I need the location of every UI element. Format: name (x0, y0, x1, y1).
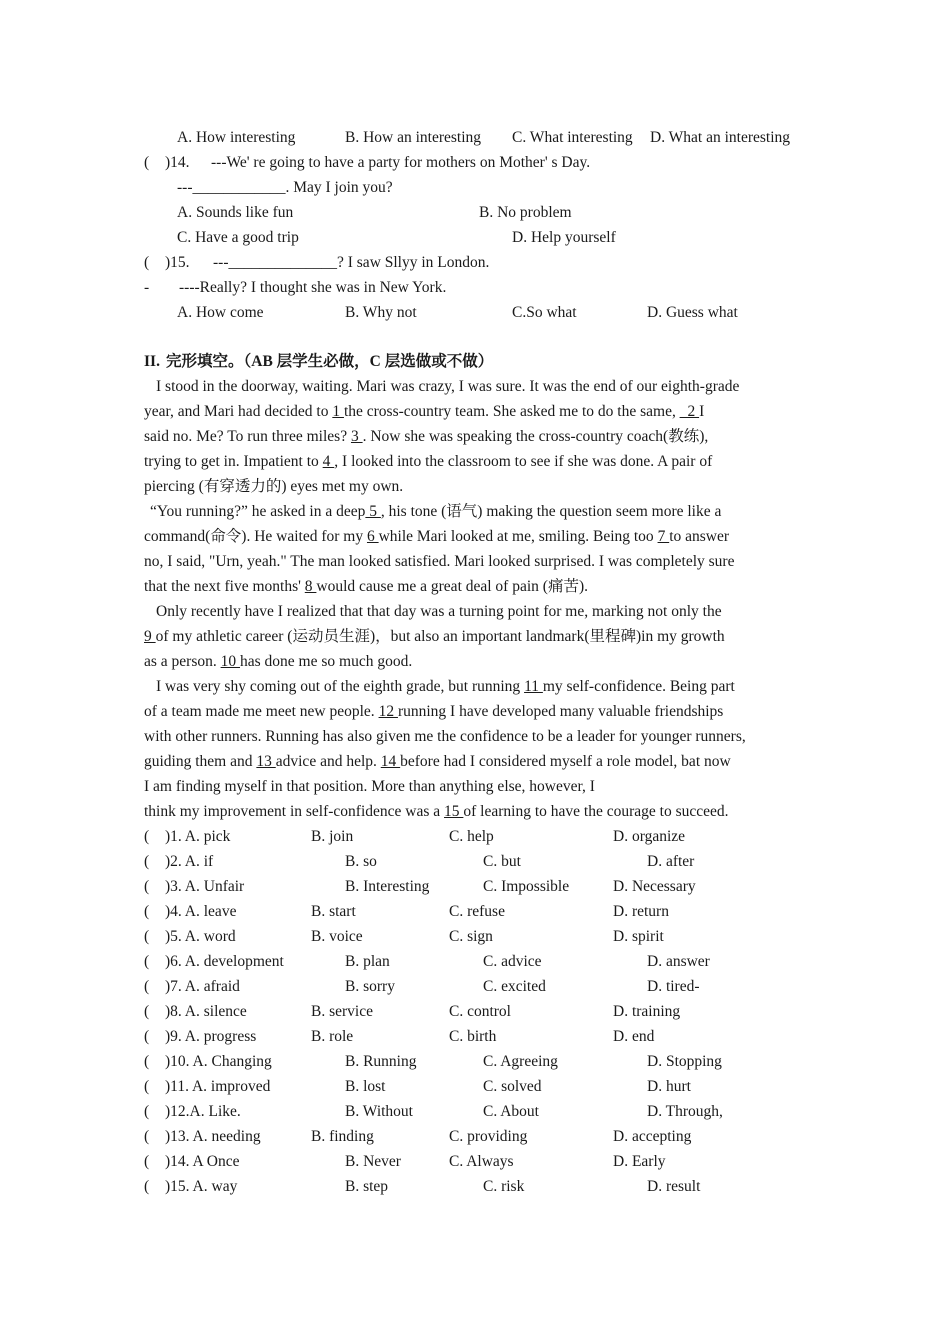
answer-paren[interactable]: ( (144, 953, 150, 970)
option-c: C. but (483, 853, 521, 870)
option-c: C. advice (483, 953, 542, 970)
passage-text: that the next five months' 8 would cause me a great deal of pain (痛苦). (144, 578, 588, 595)
option-d: D. Early (613, 1153, 666, 1170)
passage-text: no, I said, "Urn, yeah." The man looked satisfied. Mari looked surprised. I was completely sure (144, 553, 735, 570)
option-a: )10. A. Changing (165, 1053, 272, 1070)
q15-option-c: C.So what (512, 304, 577, 321)
blank-11[interactable]: 11 (524, 678, 543, 695)
option-c: C. solved (483, 1078, 542, 1095)
q14-option-d: D. Help yourself (512, 229, 616, 246)
option-c: C. providing (449, 1128, 528, 1145)
passage-text: piercing (有穿透力的) eyes met my own. (144, 478, 404, 495)
option-d: D. Necessary (613, 878, 696, 895)
q14-number: )14. (165, 154, 190, 171)
q13-option-b: B. How an interesting (345, 129, 482, 146)
option-b: B. Running (345, 1053, 417, 1070)
section-roman: II. (144, 353, 160, 370)
option-d: D. Through, (647, 1103, 723, 1120)
q15-stem: ---______________? I saw Sllyy in London. (213, 254, 490, 271)
option-a: )7. A. afraid (165, 978, 240, 995)
option-d: D. end (613, 1028, 655, 1045)
answer-paren[interactable]: ( (144, 1078, 150, 1095)
passage-text: command(命令). He waited for my 6 while Mari looked at me, smiling. Being too 7 to answer (144, 528, 730, 545)
passage-text: with other runners. Running has also given me the confidence to be a leader for younger runners, (144, 728, 746, 745)
option-c: C. Impossible (483, 878, 570, 895)
q14-answer-paren[interactable]: ( (144, 154, 150, 171)
blank-13[interactable]: 13 (256, 753, 276, 770)
blank-10[interactable]: 10 (220, 653, 240, 670)
blank-12[interactable]: 12 (378, 703, 398, 720)
passage-text: year, and Mari had decided to 1 the cross-country team. She asked me to do the same, _2 I (144, 403, 705, 420)
section-title: 完形填空。（AB 层学生必做，C 层选做或不做） (166, 353, 494, 370)
blank-2[interactable]: _2 (679, 403, 700, 420)
option-b: B. finding (311, 1128, 374, 1145)
option-d: D. hurt (647, 1078, 691, 1095)
q15-reply: ----Really? I thought she was in New York. (179, 279, 447, 296)
option-c: C. excited (483, 978, 546, 995)
option-a: )3. A. Unfair (165, 878, 245, 895)
option-a: )4. A. leave (165, 903, 237, 920)
answer-paren[interactable]: ( (144, 1178, 150, 1195)
option-b: B. step (345, 1178, 389, 1195)
option-d: D. return (613, 903, 669, 920)
option-b: B. sorry (345, 978, 395, 995)
q13-option-c: C. What interesting (512, 129, 633, 146)
option-b: B. so (345, 853, 377, 870)
option-d: D. answer (647, 953, 710, 970)
answer-paren[interactable]: ( (144, 1128, 150, 1145)
blank-3[interactable]: 3 (350, 428, 363, 445)
option-d: D. spirit (613, 928, 664, 945)
blank-1[interactable]: 1 (332, 403, 344, 420)
option-c: C. About (483, 1103, 539, 1120)
q13-option-a: A. How interesting (177, 129, 296, 146)
option-d: D. training (613, 1003, 681, 1020)
passage-text: think my improvement in self-confidence was a 15 of learning to have the courage to succeed. (144, 803, 729, 820)
option-d: D. Stopping (647, 1053, 722, 1070)
passage-text: Only recently have I realized that that day was a turning point for me, marking not only the (156, 603, 722, 620)
answer-paren[interactable]: ( (144, 1053, 150, 1070)
q14-option-b: B. No problem (479, 204, 572, 221)
option-a: )2. A. if (165, 853, 214, 870)
answer-paren[interactable]: ( (144, 1003, 150, 1020)
answer-paren[interactable]: ( (144, 1028, 150, 1045)
q15-answer-paren[interactable]: ( (144, 254, 150, 271)
option-b: B. lost (345, 1078, 386, 1095)
option-d: D. tired- (647, 978, 700, 995)
option-b: B. service (311, 1003, 373, 1020)
option-a: )14. A Once (165, 1153, 240, 1170)
option-a: )15. A. way (165, 1178, 238, 1195)
passage-text: as a person. 10 has done me so much good. (144, 653, 413, 670)
option-c: C. birth (449, 1028, 497, 1045)
option-c: C. Agreeing (483, 1053, 558, 1070)
answer-paren[interactable]: ( (144, 1103, 150, 1120)
blank-9[interactable]: 9 (144, 628, 156, 645)
option-b: B. join (311, 828, 354, 845)
q15-dash: - (144, 279, 150, 296)
passage-text: of a team made me meet new people. 12 running I have developed many valuable friendships (144, 703, 724, 720)
answer-paren[interactable]: ( (144, 878, 150, 895)
option-b: B. Interesting (345, 878, 430, 895)
q14-stem: ---We' re going to have a party for mothers on Mother' s Day. (211, 154, 591, 171)
passage-text: I was very shy coming out of the eighth grade, but running 11 my self-confidence. Being part (156, 678, 735, 695)
option-b: B. Never (345, 1153, 401, 1170)
passage-text: “You running?” he asked in a deep 5 , his tone (语气) making the question seem more like a (150, 503, 722, 520)
option-d: D. organize (613, 828, 686, 845)
passage-text: I am finding myself in that position. More than anything else, however, I (144, 778, 595, 795)
blank-4[interactable]: 4 (322, 453, 335, 470)
option-a: )9. A. progress (165, 1028, 257, 1045)
option-c: C. control (449, 1003, 511, 1020)
q15-option-b: B. Why not (345, 304, 417, 321)
option-a: )8. A. silence (165, 1003, 247, 1020)
option-c: C. help (449, 828, 494, 845)
q14-option-a: A. Sounds like fun (177, 204, 294, 221)
answer-paren[interactable]: ( (144, 828, 150, 845)
answer-paren[interactable]: ( (144, 928, 150, 945)
option-b: B. plan (345, 953, 390, 970)
option-c: C. refuse (449, 903, 505, 920)
blank-7[interactable]: 7 (657, 528, 670, 545)
passage-text: guiding them and 13 advice and help. 14 before had I considered myself a role model, bat now (144, 753, 731, 770)
option-b: B. voice (311, 928, 363, 945)
answer-paren[interactable]: ( (144, 903, 150, 920)
q13-option-d: D. What an interesting (650, 129, 791, 146)
option-a: )11. A. improved (165, 1078, 271, 1095)
option-c: C. sign (449, 928, 493, 945)
blank-14[interactable]: 14 (380, 753, 401, 770)
option-b: B. role (311, 1028, 354, 1045)
q14-option-c: C. Have a good trip (177, 229, 299, 246)
q15-number: )15. (165, 254, 190, 271)
answer-paren[interactable]: ( (144, 978, 150, 995)
q15-option-a: A. How come (177, 304, 264, 321)
passage-text: said no. Me? To run three miles? 3 . Now she was speaking the cross-country coach(教练), (144, 428, 709, 445)
answer-paren[interactable]: ( (144, 1153, 150, 1170)
option-c: C. risk (483, 1178, 525, 1195)
option-a: )1. A. pick (165, 828, 231, 845)
passage-text: trying to get in. Impatient to 4 , I looked into the classroom to see if she was done. A pair of (144, 453, 713, 470)
option-d: D. after (647, 853, 695, 870)
blank-8[interactable]: 8 (304, 578, 317, 595)
passage-text: I stood in the doorway, waiting. Mari was crazy, I was sure. It was the end of our eighth-grade (156, 378, 740, 395)
passage-text: 9 of my athletic career (运动员生涯)，but also an important landmark(里程碑)in my growth (144, 628, 725, 645)
option-a: )5. A. word (165, 928, 236, 945)
blank-5[interactable]: 5 (365, 503, 381, 520)
option-b: B. Without (345, 1103, 413, 1120)
option-d: D. result (647, 1178, 701, 1195)
option-a: )12.A. Like. (165, 1103, 241, 1120)
option-b: B. start (311, 903, 356, 920)
blank-15[interactable]: 15 (444, 803, 464, 820)
option-a: )13. A. needing (165, 1128, 261, 1145)
answer-paren[interactable]: ( (144, 853, 150, 870)
option-c: C. Always (449, 1153, 514, 1170)
blank-6[interactable]: 6 (366, 528, 379, 545)
q14-reply: ---____________. May I join you? (177, 179, 393, 196)
option-d: D. accepting (613, 1128, 692, 1145)
q15-option-d: D. Guess what (647, 304, 738, 321)
option-a: )6. A. development (165, 953, 284, 970)
